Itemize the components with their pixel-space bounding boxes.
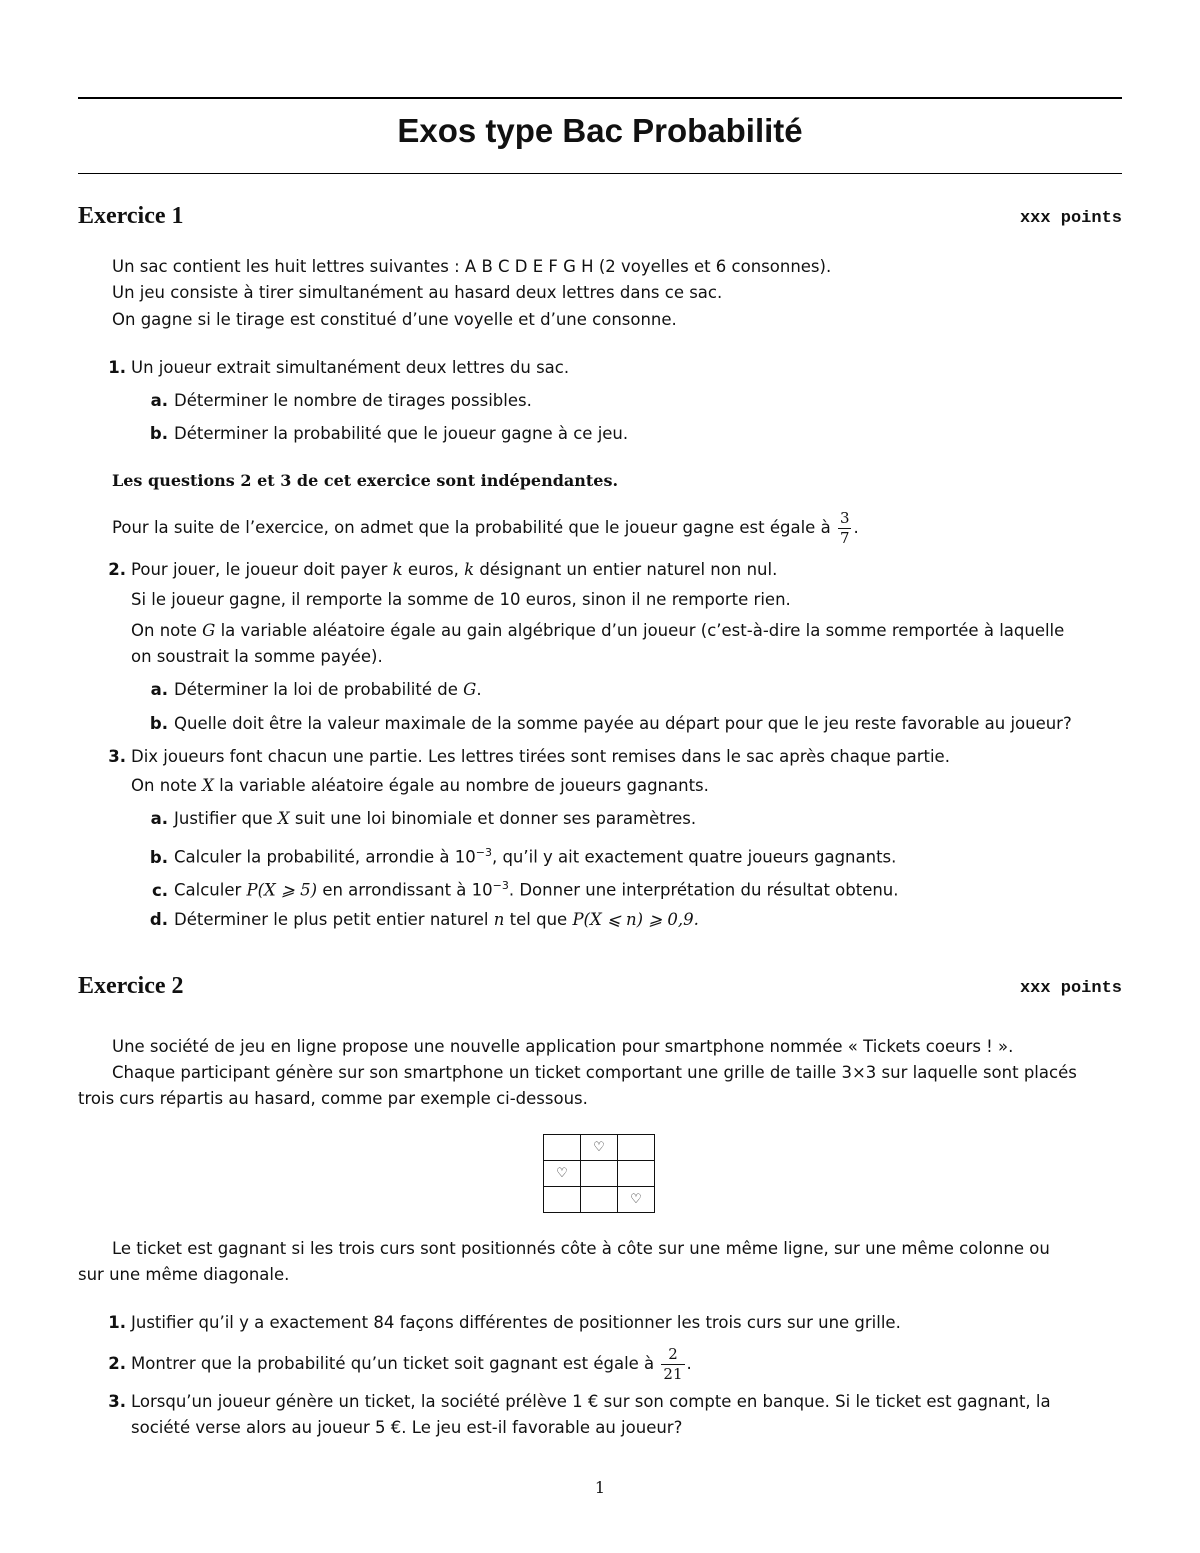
item-text: Déterminer le plus petit entier naturel — [174, 910, 489, 929]
top-rule — [78, 97, 1122, 99]
grid-cell — [618, 1187, 655, 1213]
exercise-2-points: xxx points — [1019, 979, 1122, 998]
exercise-1-points: xxx points — [1019, 209, 1122, 228]
grid-cell — [618, 1135, 655, 1161]
ex2-paragraph-2-line-2: trois curs répartis au hasard, comme par exemple ci-dessous. — [78, 1089, 588, 1108]
document-title: Exos type Bac Probabilité — [397, 112, 803, 149]
question-text-part: désignant un entier naturel non nul. — [479, 560, 778, 579]
ex1-q3-b — [148, 840, 896, 871]
ex1-q2-line-4: on soustrait la somme payée). — [131, 647, 383, 666]
ex1-q2-b — [148, 711, 1072, 737]
math-expression: P(X ⩽ n) ⩾ 0,9. — [572, 910, 699, 929]
heart-icon: ♡ — [630, 1192, 642, 1207]
ex2-paragraph-3-line-2: sur une même diagonale. — [78, 1265, 290, 1284]
exponent: −3 — [492, 879, 509, 892]
question-number: 1. — [108, 358, 126, 377]
ex1-q2-a: a. Déterminer la loi de probabilité de G. — [148, 677, 482, 703]
ex1-intro-line-3: On gagne si le tirage est constitué d’une voyelle et d’une consonne. — [112, 310, 677, 329]
question-number: 1. — [108, 1313, 126, 1332]
text-part: On note — [131, 776, 197, 795]
ex1-question-3 — [100, 744, 950, 770]
question-number: 2. — [108, 1354, 126, 1373]
question-text: Un joueur extrait simultanément deux lettres du sac. — [131, 358, 570, 377]
fraction-denominator: 7 — [839, 529, 850, 547]
item-text: Calculer — [174, 880, 242, 900]
item-text: tel que — [509, 910, 568, 929]
exercise-1-title: Exercice 1 — [78, 203, 184, 229]
item-letter: c. — [151, 880, 168, 900]
text-part: la variable aléatoire égale au gain algébrique d’un joueur (c’est-à-dire la somme remportée à laquelle — [220, 621, 1065, 640]
item-text: Déterminer la probabilité que le joueur gagne à ce jeu. — [174, 424, 629, 443]
ex2-paragraph-3-line-1: Le ticket est gagnant si les trois curs sont positionnés côte à côte sur une même ligne, sur une même colonne ou — [112, 1239, 1050, 1258]
ex1-q1-b — [148, 421, 628, 447]
fraction-3-7 — [838, 509, 852, 548]
ex2-question-1 — [100, 1310, 901, 1336]
question-number: 3. — [108, 1392, 126, 1411]
question-text: Justifier qu’il y a exactement 84 façons différentes de positionner les trois curs sur une grille. — [131, 1313, 901, 1332]
item-text: , qu’il y ait exactement quatre joueurs gagnants. — [491, 847, 897, 867]
ex1-q3-c — [148, 873, 899, 904]
ex1-q3-a — [148, 806, 696, 832]
item-letter: b. — [149, 424, 168, 443]
item-text: Déterminer le nombre de tirages possibles. — [174, 391, 532, 410]
fraction-2-21 — [661, 1345, 684, 1384]
grid-cell — [581, 1135, 618, 1161]
fraction-numerator: 3 — [839, 509, 850, 527]
ex1-intro-line-1: Un sac contient les huit lettres suivantes : A B C D E F G H (2 voyelles et 6 consonnes). — [112, 257, 832, 276]
exercise-2-title: Exercice 2 — [78, 973, 184, 999]
item-text: Déterminer la loi de probabilité de — [174, 680, 458, 699]
item-text: Calculer la probabilité, arrondie à 10 — [174, 847, 476, 867]
fraction-denominator: 21 — [663, 1365, 683, 1383]
ex2-paragraph-1: Une société de jeu en ligne propose une nouvelle application pour smartphone nommée « Tickets coeurs ! ». — [112, 1037, 1014, 1056]
title-rule — [78, 173, 1122, 174]
ex1-intro-line-2: Un jeu consiste à tirer simultanément au hasard deux lettres dans ce sac. — [112, 283, 723, 302]
variable-X: X — [277, 809, 290, 828]
item-text: . Donner une interprétation du résultat obtenu. — [508, 880, 899, 900]
grid-cell — [544, 1135, 581, 1161]
variable-n: n — [493, 910, 505, 929]
item-letter: b. — [149, 714, 168, 733]
ex2-question-3 — [100, 1389, 1051, 1415]
ex1-independence-note: Les questions 2 et 3 de cet exercice sont indépendantes. — [112, 471, 619, 490]
exponent: −3 — [475, 846, 492, 859]
item-letter: a. — [150, 391, 168, 410]
question-text: Lorsqu’un joueur génère un ticket, la société prélève 1 € sur son compte en banque. Si le ticket est gagnant, la — [131, 1392, 1051, 1411]
question-number: 2. — [108, 560, 126, 579]
item-letter: b. — [149, 847, 168, 867]
ex1-question-1 — [100, 355, 569, 381]
grid-cell — [544, 1187, 581, 1213]
grid-cell — [618, 1161, 655, 1187]
question-text: Dix joueurs font chacun une partie. Les lettres tirées sont remises dans le sac après chaque partie. — [131, 747, 950, 766]
item-text: suit une loi binomiale et donner ses paramètres. — [294, 809, 697, 828]
item-letter: d. — [149, 910, 168, 929]
item-text: Justifier que — [174, 809, 273, 828]
item-letter: a. — [150, 809, 168, 828]
variable-X: X — [202, 776, 214, 795]
math-expression: P(X ⩾ 5) — [246, 880, 318, 900]
heart-icon: ♡ — [556, 1166, 568, 1181]
question-text-part: Pour jouer, le joueur doit payer — [131, 560, 388, 579]
ex1-q2-line-2: Si le joueur gagne, il remporte la somme de 10 euros, sinon il ne remporte rien. — [131, 590, 791, 609]
ex1-q3-line-2 — [131, 773, 709, 799]
ex1-q1-a — [148, 388, 532, 414]
question-number: 3. — [108, 747, 126, 766]
variable-k: k — [392, 560, 403, 579]
ex1-q3-d — [148, 907, 699, 933]
text-part: On note — [131, 621, 197, 640]
page-number: 1 — [594, 1478, 606, 1497]
grid-cell — [544, 1161, 581, 1187]
ex2-question-2: 2. Montrer que la probabilité qu’un ticket soit gagnant est égale à $\frac{2}{21}$ . — [100, 1338, 692, 1390]
fraction-numerator: 2 — [661, 1345, 684, 1365]
item-text: Quelle doit être la valeur maximale de la somme payée au départ pour que le jeu reste favorable au joueur? — [174, 714, 1072, 733]
heart-icon: ♡ — [593, 1140, 605, 1155]
question-text: Montrer que la probabilité qu’un ticket soit gagnant est égale à — [131, 1354, 655, 1373]
text-part: la variable aléatoire égale au nombre de joueurs gagnants. — [219, 776, 709, 795]
ex2-question-3-line-2: société verse alors au joueur 5 €. Le jeu est-il favorable au joueur? — [131, 1418, 683, 1437]
item-text: en arrondissant à 10 — [322, 880, 493, 900]
ex1-question-2 — [100, 557, 777, 583]
item-letter: a. — [150, 680, 168, 699]
grid-cell — [581, 1161, 618, 1187]
ex2-paragraph-2-line-1: Chaque participant génère sur son smartphone un ticket comportant une grille de taille 3×3 sur laquelle sont placés — [112, 1063, 1077, 1082]
variable-G: G — [463, 680, 477, 699]
admit-text: Pour la suite de l’exercice, on admet que la probabilité que le joueur gagne est égale à — [112, 518, 831, 537]
ex1-q2-line-3 — [131, 618, 1064, 644]
ticket-grid — [543, 1134, 655, 1213]
ex1-admit-line: Pour la suite de l’exercice, on admet que la probabilité que le joueur gagne est égale à $\frac{3}{7}$ . — [112, 509, 859, 547]
question-text-part: euros, — [407, 560, 459, 579]
variable-k: k — [464, 560, 475, 579]
variable-G: G — [202, 621, 216, 640]
grid-cell — [581, 1187, 618, 1213]
